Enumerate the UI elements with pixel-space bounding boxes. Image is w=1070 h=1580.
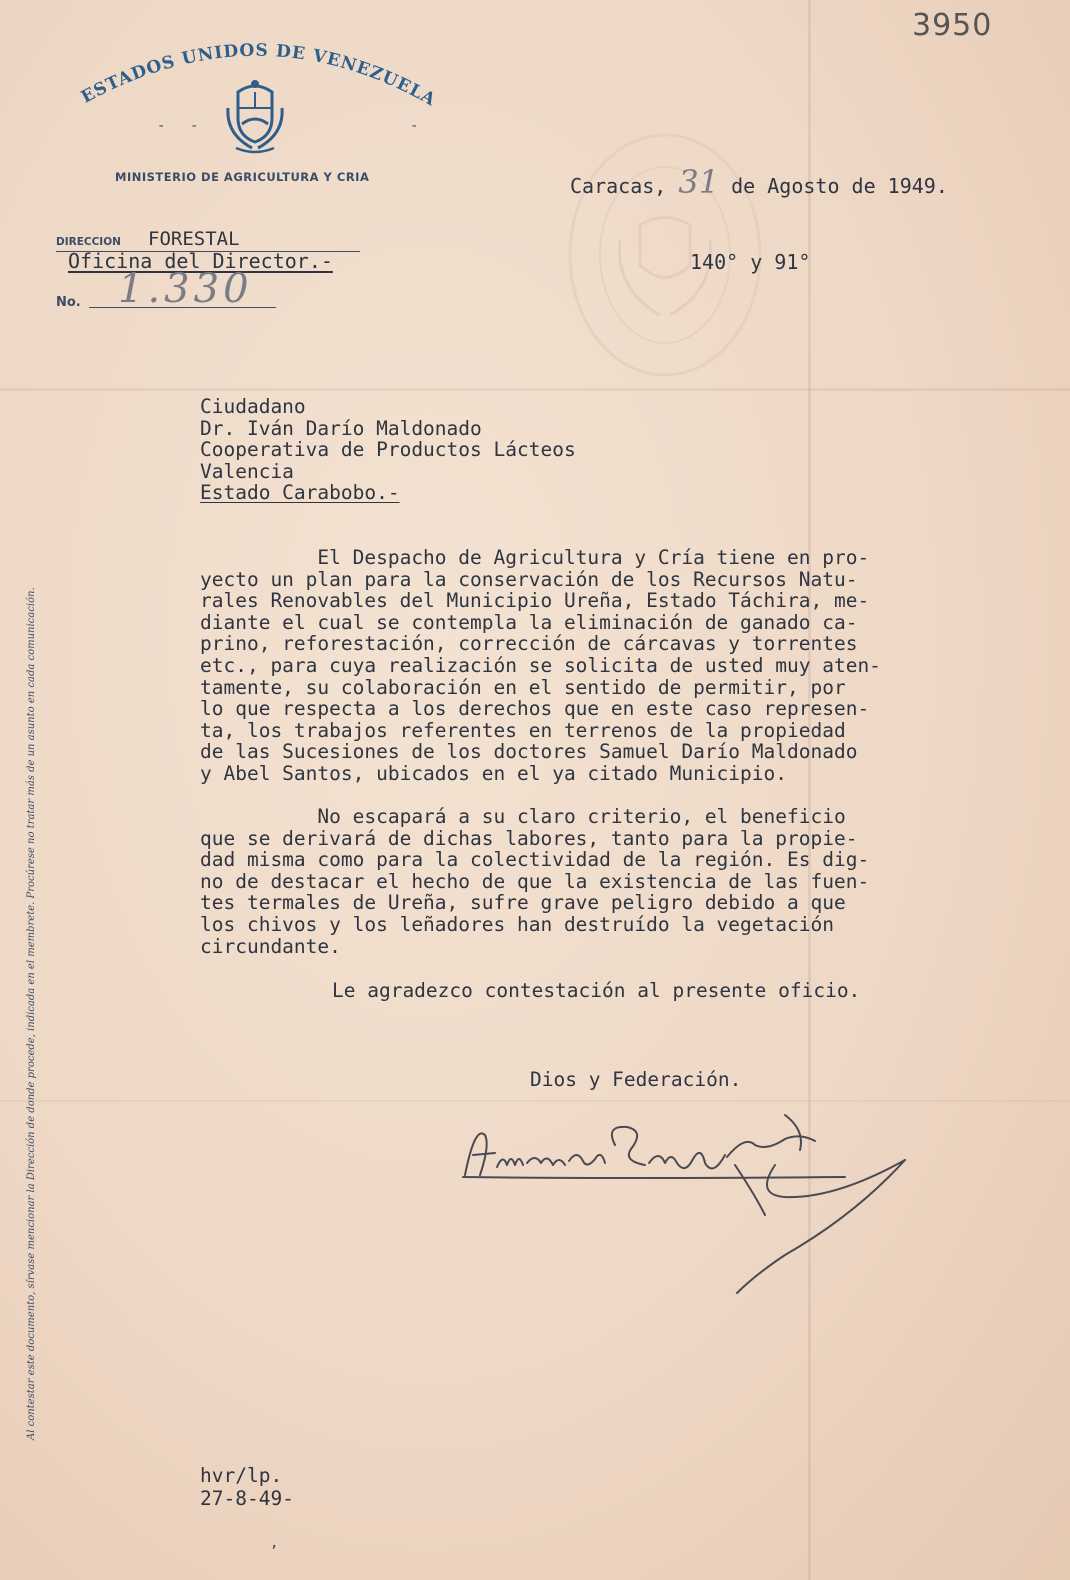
body-line: tes termales de Ureña, sufre grave peligro debido a que	[200, 891, 846, 915]
body-line: lo que respecta a los derechos que en este caso represen-	[200, 697, 870, 721]
decorative-mark: -	[410, 118, 419, 134]
body-line: que se derivará de dichas labores, tanto para la propie-	[200, 826, 858, 850]
letterhead-arc-text: ESTADOS UNIDOS DE VENEZUELA	[77, 40, 440, 111]
body-line: El Despacho de Agricultura y Cría tiene en pro-	[200, 546, 870, 569]
closing-salutation: Dios y Federación.	[530, 1068, 742, 1091]
body-line: y Abel Santos, ubicados en el ya citado Municipio.	[200, 761, 787, 785]
direccion-value: FORESTAL	[148, 228, 240, 250]
date-rest: de Agosto de 1949.	[731, 174, 948, 198]
fold-line-horizontal	[0, 388, 1070, 391]
recipient-line: Ciudadano	[200, 395, 306, 418]
decorative-mark: -	[157, 118, 166, 134]
date-place: Caracas,	[570, 174, 667, 198]
fold-line-horizontal-lower	[0, 1100, 1070, 1102]
ministry-name: MINISTERIO DE AGRICULTURA Y CRIA	[115, 170, 370, 184]
body-line: los chivos y los leñadores han destruído la vegetación	[200, 912, 834, 936]
decorative-mark: -	[190, 118, 199, 134]
direccion-label: DIRECCION	[56, 236, 121, 248]
body-line: de las Sucesiones de los doctores Samuel Darío Maldonado	[200, 740, 858, 764]
number-field	[56, 266, 276, 312]
body-paragraph-2	[200, 806, 869, 957]
body-line: etc., para cuya realización se solicita de usted muy aten-	[200, 653, 881, 677]
body-line: no de destacar el hecho de que la existencia de las fuen-	[200, 869, 870, 893]
body-line: ta, los trabajos referentes en terrenos de la propiedad	[200, 718, 846, 742]
side-instruction-note: Al contestar este documento, sírvase mencionar la Dirección de donde procede, indicada en el membrete. Procúrese no tratar más de un asunto en cada comunicación.	[26, 587, 37, 1440]
date-day-handwritten: 31	[678, 163, 720, 201]
body-line: rales Renovables del Municipio Ureña, Estado Táchira, me-	[200, 589, 870, 613]
recipient-line: Estado Carabobo.-	[200, 481, 400, 504]
body-line: circundante.	[200, 934, 341, 958]
body-line: diante el cual se contempla la eliminación de ganado ca-	[200, 610, 858, 634]
number-label: No.	[56, 295, 81, 310]
handwritten-signature	[455, 1105, 915, 1305]
reference-line: hvr/lp.	[200, 1464, 283, 1487]
recipient-line: Valencia	[200, 459, 294, 483]
archive-number: 3950	[912, 8, 993, 43]
body-line: dad misma como para la colectividad de la región. Es dig-	[200, 848, 870, 872]
body-line: No escapará a su claro criterio, el beneficio	[200, 805, 846, 828]
recipient-line: Cooperativa de Productos Lácteos	[200, 438, 576, 461]
coat-of-arms-icon	[222, 78, 288, 154]
office-line: Oficina del Director.-	[68, 249, 333, 273]
recipient-block	[200, 396, 576, 504]
fold-line-vertical	[808, 0, 811, 1580]
body-line: tamente, su colaboración en el sentido de permitir, por	[200, 675, 846, 699]
recipient-line: Dr. Iván Darío Maldonado	[200, 416, 482, 440]
date-line	[570, 163, 948, 201]
reference-line: 27-8-49-	[200, 1487, 294, 1510]
body-line: yecto un plan para la conservación de los Recursos Natu-	[200, 567, 858, 591]
body-line: prino, reforestación, corrección de cárcavas y torrentes	[200, 632, 858, 656]
body-paragraph-3: Le agradezco contestación al presente oficio.	[332, 979, 861, 1002]
number-value-handwritten: 1.330	[118, 266, 253, 312]
bottom-mark: ,	[270, 1535, 279, 1551]
years-line: 140° y 91°	[690, 250, 811, 274]
reference-initials	[200, 1464, 294, 1510]
body-paragraph-1	[200, 547, 881, 785]
